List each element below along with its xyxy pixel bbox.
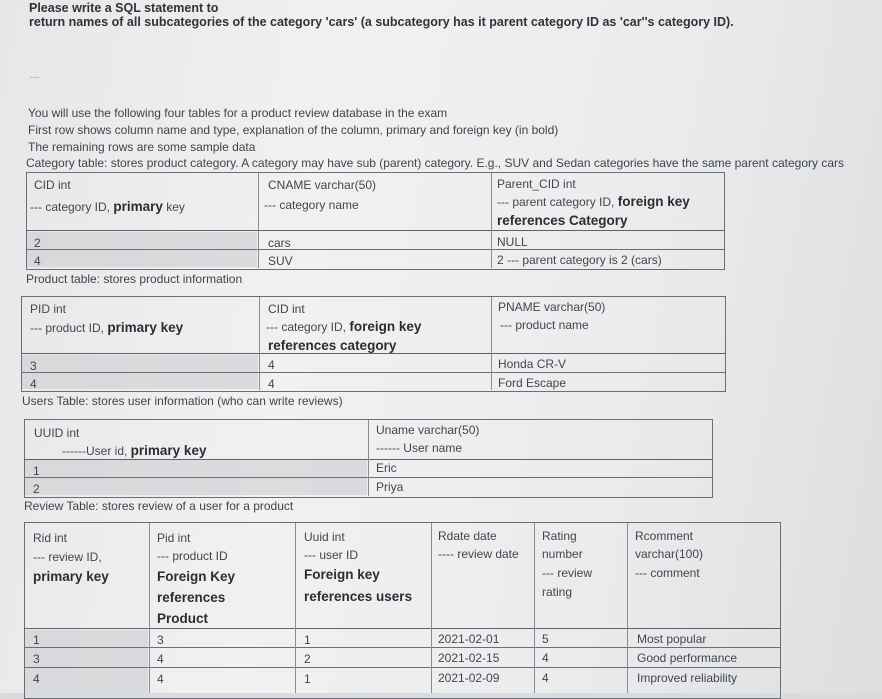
review-row-3-pid: 4: [157, 672, 164, 686]
category-header-parent: Parent_CID int: [497, 177, 576, 191]
category-row-2-parent: 2 --- parent category is 2 (cars): [497, 253, 662, 267]
review-row-2-rid: 3: [33, 652, 40, 666]
category-row-1-cid: 2: [34, 236, 41, 250]
users-header-uuid: UUID int: [34, 426, 80, 440]
product-row-1-pid: 3: [30, 359, 37, 373]
review-header-uuid-ref: references users: [304, 589, 413, 604]
category-caption: Category table: stores product category. A category may have sub (parent) category. E.g., SUV and Sedan categories have the same parent category cars: [26, 156, 845, 170]
review-header-pid-desc: --- product ID: [157, 549, 228, 563]
product-row-2-pid: 4: [30, 377, 37, 391]
review-row-2-pid: 4: [157, 652, 164, 666]
review-header-rating: Rating: [542, 529, 577, 543]
review-caption: Review Table: stores review of a user for a product: [24, 499, 294, 513]
category-header-cname: CNAME varchar(50): [268, 178, 377, 192]
review-row-2-rdate: 2021-02-15: [438, 651, 500, 665]
review-header-rid-key: primary key: [33, 569, 109, 584]
review-header-uuid: Uuid int: [304, 530, 345, 544]
category-row-1-cname: cars: [268, 236, 291, 250]
question-line-2: return names of all subcategories of the category 'cars' (a subcategory has it parent category ID as 'car''s category ID).: [29, 15, 734, 29]
product-row-2-pname: Ford Escape: [498, 376, 567, 390]
product-header-pname-desc: --- product name: [500, 318, 589, 332]
category-header-parent-desc: --- parent category ID, foreign key: [497, 194, 690, 209]
users-row-2-uname: Priya: [376, 480, 404, 494]
category-header-cid: CID int: [34, 178, 71, 192]
intro-line-2: First row shows column name and type, explanation of the column, primary and foreign key (in bold): [28, 123, 559, 137]
category-row-2-cid: 4: [34, 254, 41, 268]
review-header-rcomment: Rcomment: [635, 529, 694, 543]
users-header-uuid-desc: ------User id, primary key: [62, 443, 207, 458]
review-row-3-rdate: 2021-02-09: [438, 671, 500, 685]
category-row-2-cname: SUV: [268, 254, 293, 268]
review-row-3-rcomment: Improved reliability: [637, 671, 738, 685]
product-header-cid: CID int: [268, 302, 305, 316]
category-row-1-parent: NULL: [497, 235, 528, 249]
product-caption: Product table: stores product information: [26, 272, 243, 286]
category-header-cname-desc: --- category name: [264, 198, 359, 212]
review-row-2-rating: 4: [542, 651, 549, 665]
product-header-cid-desc: --- category ID, foreign key: [266, 319, 422, 334]
review-row-3-rating: 4: [542, 671, 549, 685]
review-row-1-rating: 5: [542, 632, 549, 646]
review-header-rating-desc: --- review: [542, 566, 592, 580]
review-row-1-uuid: 1: [304, 633, 311, 647]
users-row-2-uuid: 2: [33, 482, 40, 496]
review-header-rid-desc: --- review ID,: [33, 550, 102, 564]
users-caption: Users Table: stores user information (who can write reviews): [22, 394, 343, 408]
review-header-pid: Pid int: [157, 531, 191, 545]
review-header-pid-table: Product: [157, 611, 209, 626]
review-row-3-rid: 4: [33, 672, 40, 686]
product-row-1-cid: 4: [268, 358, 275, 372]
intro-line-3: The remaining rows are some sample data: [28, 140, 256, 154]
question-line-1: Please write a SQL statement to: [29, 1, 219, 15]
review-header-rid: Rid int: [33, 531, 68, 545]
review-header-rcomment-type: varchar(100): [635, 547, 704, 561]
review-header-uuid-desc: --- user ID: [304, 548, 358, 562]
intro-line-1: You will use the following four tables for a product review database in the exam: [28, 106, 448, 120]
category-header-parent-ref: references Category: [497, 213, 628, 228]
review-row-1-rdate: 2021-02-01: [438, 632, 500, 646]
review-header-rcomment-desc: --- comment: [635, 566, 700, 580]
product-row-1-pname: Honda CR-V: [498, 357, 567, 371]
users-row-1-uuid: 1: [33, 464, 40, 478]
product-header-pid: PID int: [30, 302, 67, 316]
users-row-1-uname: Eric: [376, 461, 397, 475]
review-header-rating-desc-2: rating: [542, 585, 573, 599]
review-row-1-rcomment: Most popular: [637, 632, 707, 646]
users-header-uname: Uname varchar(50): [376, 423, 480, 437]
product-header-cid-ref: references category: [268, 338, 397, 353]
review-header-rdate-desc: ---- review date: [438, 547, 519, 561]
users-header-uname-desc: ------ User name: [376, 441, 462, 455]
product-header-pname: PNAME varchar(50): [498, 300, 606, 314]
product-header-pid-desc: --- product ID, primary key: [30, 320, 184, 335]
review-header-rating-type: number: [542, 547, 583, 561]
review-row-2-rcomment: Good performance: [637, 651, 738, 665]
review-row-1-pid: 3: [157, 633, 164, 647]
review-row-3-uuid: 1: [304, 672, 311, 686]
review-row-1-rid: 1: [33, 633, 40, 647]
review-header-rdate: Rdate date: [438, 529, 497, 543]
review-header-pid-key: Foreign Key: [157, 569, 236, 584]
category-header-cid-desc: --- category ID, primary key: [30, 199, 185, 214]
product-row-2-cid: 4: [268, 377, 275, 391]
review-header-pid-ref: references: [157, 590, 226, 605]
separator: ---: [30, 72, 39, 82]
review-header-uuid-key: Foreign key: [304, 567, 380, 582]
review-row-2-uuid: 2: [304, 652, 311, 666]
